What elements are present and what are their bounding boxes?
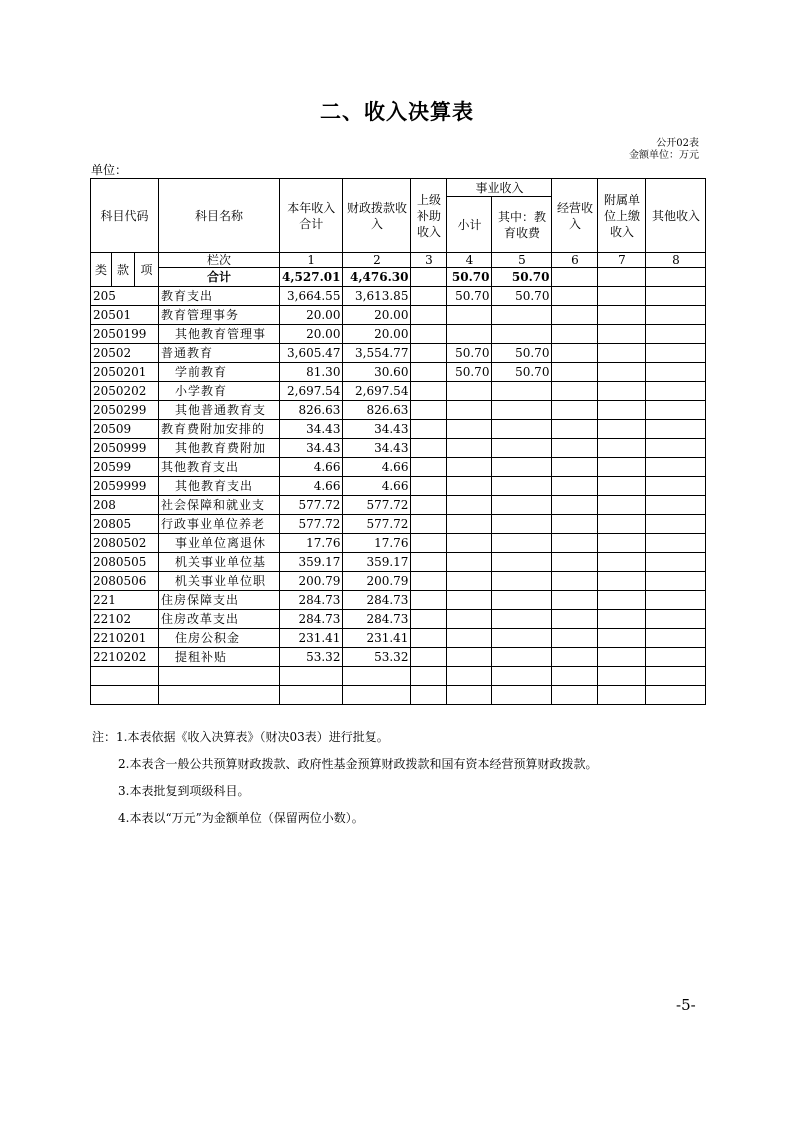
row-value: 284.73 (343, 591, 411, 610)
row-value (598, 629, 646, 648)
page-number: -5- (676, 996, 696, 1014)
row-code: 20599 (91, 458, 159, 477)
row-code: 2050202 (91, 382, 159, 401)
column-number: 3 (411, 253, 447, 268)
blank-row (91, 667, 706, 686)
row-value (411, 306, 447, 325)
row-value (598, 515, 646, 534)
row-name: 住房保障支出 (159, 591, 280, 610)
row-value (598, 344, 646, 363)
blank-cell (552, 686, 598, 705)
row-code: 2050299 (91, 401, 159, 420)
row-value (552, 477, 598, 496)
row-value (646, 439, 706, 458)
row-value (492, 477, 552, 496)
row-value: 20.00 (343, 306, 411, 325)
income-table (90, 178, 706, 705)
header-business: 事业收入 (447, 179, 552, 197)
table-row (91, 553, 706, 572)
row-value: 4.66 (280, 458, 343, 477)
header-name: 科目名称 (159, 179, 280, 253)
row-value: 577.72 (280, 515, 343, 534)
table-body (91, 179, 706, 705)
row-value: 3,554.77 (343, 344, 411, 363)
blank-row (91, 686, 706, 705)
row-value (447, 553, 492, 572)
row-value (598, 382, 646, 401)
amount-unit: 金额单位：万元 (629, 150, 699, 161)
total-value (646, 268, 706, 287)
row-value (492, 496, 552, 515)
row-value (646, 420, 706, 439)
row-value: 50.70 (447, 287, 492, 306)
row-value (552, 591, 598, 610)
row-value (646, 572, 706, 591)
table-row (91, 306, 706, 325)
row-value (411, 534, 447, 553)
row-value (411, 401, 447, 420)
blank-cell (598, 667, 646, 686)
row-value (447, 420, 492, 439)
blank-cell (447, 667, 492, 686)
row-value (646, 306, 706, 325)
row-value (447, 458, 492, 477)
row-value (598, 553, 646, 572)
row-value: 34.43 (280, 420, 343, 439)
row-value: 81.30 (280, 363, 343, 382)
blank-cell (280, 686, 343, 705)
row-value: 17.76 (280, 534, 343, 553)
row-code: 2210202 (91, 648, 159, 667)
header-other: 其他收入 (646, 179, 706, 253)
row-value (646, 534, 706, 553)
row-name: 机关事业单位基 (159, 553, 280, 572)
row-value (646, 287, 706, 306)
row-value: 200.79 (343, 572, 411, 591)
row-code: 2080502 (91, 534, 159, 553)
row-value: 284.73 (343, 610, 411, 629)
row-code: 20502 (91, 344, 159, 363)
row-name: 其他普通教育支 (159, 401, 280, 420)
row-value (646, 591, 706, 610)
blank-cell (91, 686, 159, 705)
row-value (411, 572, 447, 591)
row-value (447, 439, 492, 458)
row-value: 2,697.54 (280, 382, 343, 401)
row-value: 3,613.85 (343, 287, 411, 306)
row-value: 34.43 (280, 439, 343, 458)
row-value (492, 610, 552, 629)
row-value (598, 610, 646, 629)
header-code: 科目代码 (91, 179, 159, 253)
column-number: 5 (492, 253, 552, 268)
row-code: 2080505 (91, 553, 159, 572)
header-affiliated: 附属单位上缴收入 (598, 179, 646, 253)
row-value: 231.41 (343, 629, 411, 648)
row-value (492, 420, 552, 439)
row-name: 小学教育 (159, 382, 280, 401)
row-value (646, 629, 706, 648)
row-value: 34.43 (343, 420, 411, 439)
row-value (411, 515, 447, 534)
row-value (598, 477, 646, 496)
header-xiang: 项 (135, 253, 159, 287)
row-value (552, 534, 598, 553)
form-number: 公开02表 (656, 138, 699, 149)
total-value (598, 268, 646, 287)
row-value: 4.66 (343, 477, 411, 496)
blank-cell (343, 686, 411, 705)
row-value (411, 496, 447, 515)
row-value: 50.70 (492, 363, 552, 382)
row-value (411, 648, 447, 667)
table-row (91, 287, 706, 306)
header-column-no: 栏次 (159, 253, 280, 268)
blank-cell (492, 686, 552, 705)
row-name: 其他教育支出 (159, 477, 280, 496)
row-value: 826.63 (343, 401, 411, 420)
row-code: 2050201 (91, 363, 159, 382)
row-value: 50.70 (492, 344, 552, 363)
row-value: 20.00 (280, 306, 343, 325)
note-2: 2.本表含一般公共预算财政拨款、政府性基金预算财政拨款和国有资本经营预算财政拨款。 (118, 757, 598, 771)
table-row (91, 382, 706, 401)
row-value (552, 363, 598, 382)
row-value (447, 534, 492, 553)
header-row-3 (91, 253, 706, 268)
table-row (91, 534, 706, 553)
row-value (492, 439, 552, 458)
column-number: 1 (280, 253, 343, 268)
row-value: 53.32 (343, 648, 411, 667)
row-value (447, 572, 492, 591)
row-value (646, 610, 706, 629)
row-value (552, 439, 598, 458)
row-value: 284.73 (280, 591, 343, 610)
row-value (646, 363, 706, 382)
row-code: 20805 (91, 515, 159, 534)
row-value (447, 629, 492, 648)
table-row (91, 363, 706, 382)
table-row (91, 610, 706, 629)
row-value (552, 382, 598, 401)
row-value (492, 629, 552, 648)
row-code: 221 (91, 591, 159, 610)
row-value: 50.70 (447, 363, 492, 382)
row-name: 教育费附加安排的 (159, 420, 280, 439)
row-value (492, 572, 552, 591)
row-value (552, 325, 598, 344)
row-value: 20.00 (343, 325, 411, 344)
table-row (91, 572, 706, 591)
note-1: 注：1.本表依据《收入决算表》（财决03表）进行批复。 (92, 730, 389, 744)
row-code: 205 (91, 287, 159, 306)
row-value (646, 648, 706, 667)
row-value (552, 287, 598, 306)
row-value (598, 420, 646, 439)
row-value: 284.73 (280, 610, 343, 629)
row-value: 577.72 (343, 515, 411, 534)
note-3: 3.本表批复到项级科目。 (118, 784, 250, 798)
row-value (646, 515, 706, 534)
row-value (411, 591, 447, 610)
row-value (598, 363, 646, 382)
row-value (411, 610, 447, 629)
row-name: 住房公积金 (159, 629, 280, 648)
row-value (552, 515, 598, 534)
row-value (552, 648, 598, 667)
row-value (411, 439, 447, 458)
header-fiscal: 财政拨款收入 (343, 179, 411, 253)
row-value (447, 325, 492, 344)
total-value (552, 268, 598, 287)
row-value (598, 572, 646, 591)
blank-cell (91, 667, 159, 686)
page-title: 二、收入决算表 (320, 100, 474, 124)
column-number: 6 (552, 253, 598, 268)
row-value (447, 306, 492, 325)
row-code: 2050999 (91, 439, 159, 458)
row-name: 机关事业单位职 (159, 572, 280, 591)
row-name: 学前教育 (159, 363, 280, 382)
row-value: 577.72 (280, 496, 343, 515)
table-row (91, 439, 706, 458)
row-value (598, 458, 646, 477)
row-value (492, 648, 552, 667)
row-value (447, 401, 492, 420)
row-name: 住房改革支出 (159, 610, 280, 629)
row-value (492, 325, 552, 344)
row-value: 17.76 (343, 534, 411, 553)
row-value: 359.17 (343, 553, 411, 572)
row-value (552, 420, 598, 439)
row-value (411, 629, 447, 648)
row-value (646, 458, 706, 477)
row-code: 2059999 (91, 477, 159, 496)
row-value: 200.79 (280, 572, 343, 591)
row-value: 50.70 (492, 287, 552, 306)
blank-cell (343, 667, 411, 686)
note-4: 4.本表以“万元”为金额单位（保留两位小数）。 (118, 811, 364, 825)
row-value (552, 572, 598, 591)
total-value: 4,527.01 (280, 268, 343, 287)
row-value (552, 306, 598, 325)
header-education-fee: 其中：教育收费 (492, 197, 552, 253)
blank-cell (411, 667, 447, 686)
row-value (646, 496, 706, 515)
row-value (552, 629, 598, 648)
table-row (91, 629, 706, 648)
row-value (552, 401, 598, 420)
header-lei: 类 (91, 253, 112, 287)
blank-cell (598, 686, 646, 705)
row-value (646, 344, 706, 363)
blank-cell (646, 686, 706, 705)
row-value: 3,605.47 (280, 344, 343, 363)
row-value (598, 534, 646, 553)
total-value: 50.70 (492, 268, 552, 287)
notes (92, 724, 597, 832)
row-value (552, 496, 598, 515)
row-value (492, 382, 552, 401)
row-code: 2210201 (91, 629, 159, 648)
row-value (411, 363, 447, 382)
table-row (91, 496, 706, 515)
row-value (447, 648, 492, 667)
row-code: 22102 (91, 610, 159, 629)
column-number: 7 (598, 253, 646, 268)
row-value (411, 325, 447, 344)
row-value: 3,664.55 (280, 287, 343, 306)
row-name: 事业单位离退休 (159, 534, 280, 553)
row-value (598, 496, 646, 515)
total-value: 50.70 (447, 268, 492, 287)
column-number: 8 (646, 253, 706, 268)
row-value (646, 325, 706, 344)
table-row (91, 401, 706, 420)
total-value: 4,476.30 (343, 268, 411, 287)
header-operating: 经营收入 (552, 179, 598, 253)
blank-cell (280, 667, 343, 686)
row-name: 社会保障和就业支 (159, 496, 280, 515)
row-value (598, 306, 646, 325)
row-value (598, 591, 646, 610)
row-code: 20501 (91, 306, 159, 325)
row-value: 2,697.54 (343, 382, 411, 401)
row-value (411, 553, 447, 572)
row-value: 359.17 (280, 553, 343, 572)
row-value: 577.72 (343, 496, 411, 515)
row-value (447, 382, 492, 401)
blank-cell (646, 667, 706, 686)
header-total-income: 本年收入合计 (280, 179, 343, 253)
header-superior: 上级补助收入 (411, 179, 447, 253)
header-row-1 (91, 179, 706, 197)
row-value: 4.66 (343, 458, 411, 477)
row-code: 20509 (91, 420, 159, 439)
row-value (492, 306, 552, 325)
row-value: 30.60 (343, 363, 411, 382)
table-row (91, 591, 706, 610)
row-value (411, 287, 447, 306)
row-value: 34.43 (343, 439, 411, 458)
row-value (447, 610, 492, 629)
row-value (598, 439, 646, 458)
row-value: 826.63 (280, 401, 343, 420)
unit-label: 单位： (91, 163, 128, 177)
table-row (91, 477, 706, 496)
header-kuan: 款 (112, 253, 135, 287)
row-value (598, 648, 646, 667)
table-row (91, 325, 706, 344)
row-value (492, 553, 552, 572)
row-value (447, 515, 492, 534)
row-value (598, 287, 646, 306)
table-row (91, 515, 706, 534)
row-value (411, 382, 447, 401)
row-value (447, 591, 492, 610)
row-value (411, 477, 447, 496)
row-value (447, 477, 492, 496)
row-name: 其他教育费附加 (159, 439, 280, 458)
row-name: 教育支出 (159, 287, 280, 306)
row-value (646, 382, 706, 401)
blank-cell (159, 667, 280, 686)
total-value (411, 268, 447, 287)
row-value (552, 610, 598, 629)
row-value (552, 458, 598, 477)
row-name: 其他教育支出 (159, 458, 280, 477)
row-value (447, 496, 492, 515)
blank-cell (411, 686, 447, 705)
table-row (91, 458, 706, 477)
row-value (646, 553, 706, 572)
row-value (492, 591, 552, 610)
row-value (411, 344, 447, 363)
row-value (598, 401, 646, 420)
row-value (411, 458, 447, 477)
row-code: 2080506 (91, 572, 159, 591)
row-value (492, 458, 552, 477)
row-value (646, 401, 706, 420)
row-code: 208 (91, 496, 159, 515)
row-value (411, 420, 447, 439)
row-value: 4.66 (280, 477, 343, 496)
total-row (91, 268, 706, 287)
row-code: 2050199 (91, 325, 159, 344)
table-row (91, 648, 706, 667)
row-name: 其他教育管理事 (159, 325, 280, 344)
blank-cell (552, 667, 598, 686)
row-value (552, 344, 598, 363)
blank-cell (492, 667, 552, 686)
row-name: 普通教育 (159, 344, 280, 363)
row-value (552, 553, 598, 572)
row-value: 53.32 (280, 648, 343, 667)
column-number: 2 (343, 253, 411, 268)
blank-cell (447, 686, 492, 705)
column-number: 4 (447, 253, 492, 268)
row-value: 50.70 (447, 344, 492, 363)
row-value: 20.00 (280, 325, 343, 344)
row-value: 231.41 (280, 629, 343, 648)
table-row (91, 344, 706, 363)
row-value (646, 477, 706, 496)
row-name: 教育管理事务 (159, 306, 280, 325)
row-value (598, 325, 646, 344)
blank-cell (159, 686, 280, 705)
table-row (91, 420, 706, 439)
total-label: 合计 (159, 268, 280, 287)
row-value (492, 534, 552, 553)
header-subtotal: 小计 (447, 197, 492, 253)
row-name: 行政事业单位养老 (159, 515, 280, 534)
row-value (492, 401, 552, 420)
row-name: 提租补贴 (159, 648, 280, 667)
row-value (492, 515, 552, 534)
